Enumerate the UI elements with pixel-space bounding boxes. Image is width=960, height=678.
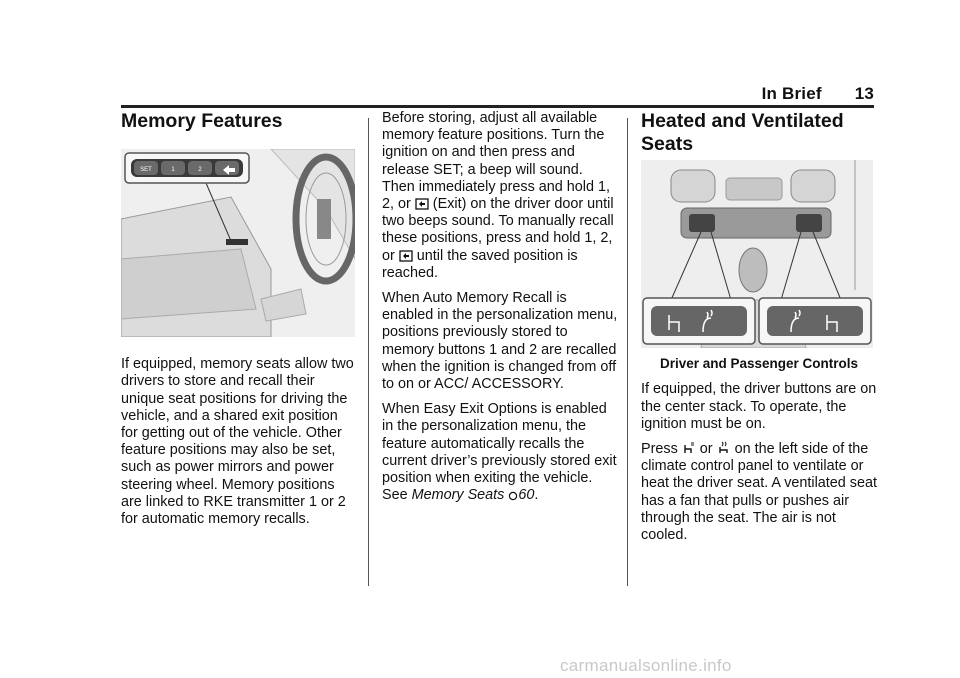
- section-title: In Brief: [761, 84, 822, 103]
- or-text: or: [699, 441, 713, 458]
- button-2-label: 2: [198, 167, 202, 173]
- memory-buttons-illustration: [121, 149, 355, 337]
- column-divider-1: [368, 118, 369, 586]
- storing-text-2: (Exit) on the driver door until two beeps sound. To manually recall these positions, press and hold 1, 2, or: [382, 196, 614, 264]
- page-number: 13: [854, 84, 874, 103]
- button-1-label: 1: [171, 167, 175, 173]
- memory-seats-link[interactable]: Memory Seats: [411, 487, 505, 504]
- heated-seat-icon: [717, 441, 731, 455]
- ventilated-seat-icon: [682, 441, 696, 455]
- header-rule: [121, 105, 874, 108]
- easy-exit-end: .: [534, 487, 539, 504]
- easy-exit-paragraph: [382, 401, 618, 504]
- page-reference-icon: [508, 491, 518, 501]
- operate-paragraph: [641, 441, 877, 544]
- memory-features-title: Memory Features: [121, 110, 283, 132]
- easy-exit-text: When Easy Exit Options is enabled in the personalization menu, the feature automatically recalls the current driver’s previously stored exit position when exiting the vehicle. See: [382, 401, 617, 504]
- climate-controls-illustration: [641, 160, 873, 348]
- exit-icon: [399, 248, 413, 262]
- watermark: carmanualsonline.info: [560, 656, 732, 675]
- driver-buttons-paragraph: If equipped, the driver buttons are on the center stack. To operate, the ignition must be on.: [641, 381, 877, 432]
- exit-icon: [415, 196, 429, 210]
- heated-ventilated-title: Heated and Ventilated Seats: [641, 110, 844, 155]
- set-button-label: SET: [140, 167, 152, 173]
- press-text: Press: [641, 441, 678, 458]
- page-header: [762, 84, 874, 104]
- memory-features-paragraph: If equipped, memory seats allow two drivers to store and recall their unique seat positions for driving the vehicle, and a shared exit position for getting out of the vehicle. Other feature positions may also be set, such as power mirrors and power steering wheel. Memory positions are linked to RKE transmitter 1 or 2 for automatic memory recalls.: [121, 356, 354, 528]
- column-memory-features: [121, 110, 357, 536]
- operate-text: on the left side of the climate control panel to ventilate or heat the driver seat. A ventilated seat has a fan that pulls or pushes air through the seat. The air is not cooled.: [641, 441, 877, 544]
- column-divider-2: [627, 118, 628, 586]
- illustration-caption: Driver and Passenger Controls: [659, 356, 859, 372]
- storing-instructions: [382, 110, 618, 282]
- storing-text-1: Before storing, adjust all available memory feature positions. Turn the ignition on and then press and release SET; a beep will sound. Then immediately press and hold 1, 2, or: [382, 110, 610, 213]
- storing-text-3: until the saved position is reached.: [382, 247, 578, 281]
- column-memory-instructions: [382, 110, 618, 512]
- memory-seats-page-ref[interactable]: 60: [518, 487, 535, 504]
- column-heated-seats: [641, 110, 877, 552]
- auto-memory-recall-paragraph: When Auto Memory Recall is enabled in the personalization menu, positions previously stored to memory buttons 1 and 2 are recalled when the ignition is changed from off to on or ACC/ ACCESSORY.: [382, 290, 618, 393]
